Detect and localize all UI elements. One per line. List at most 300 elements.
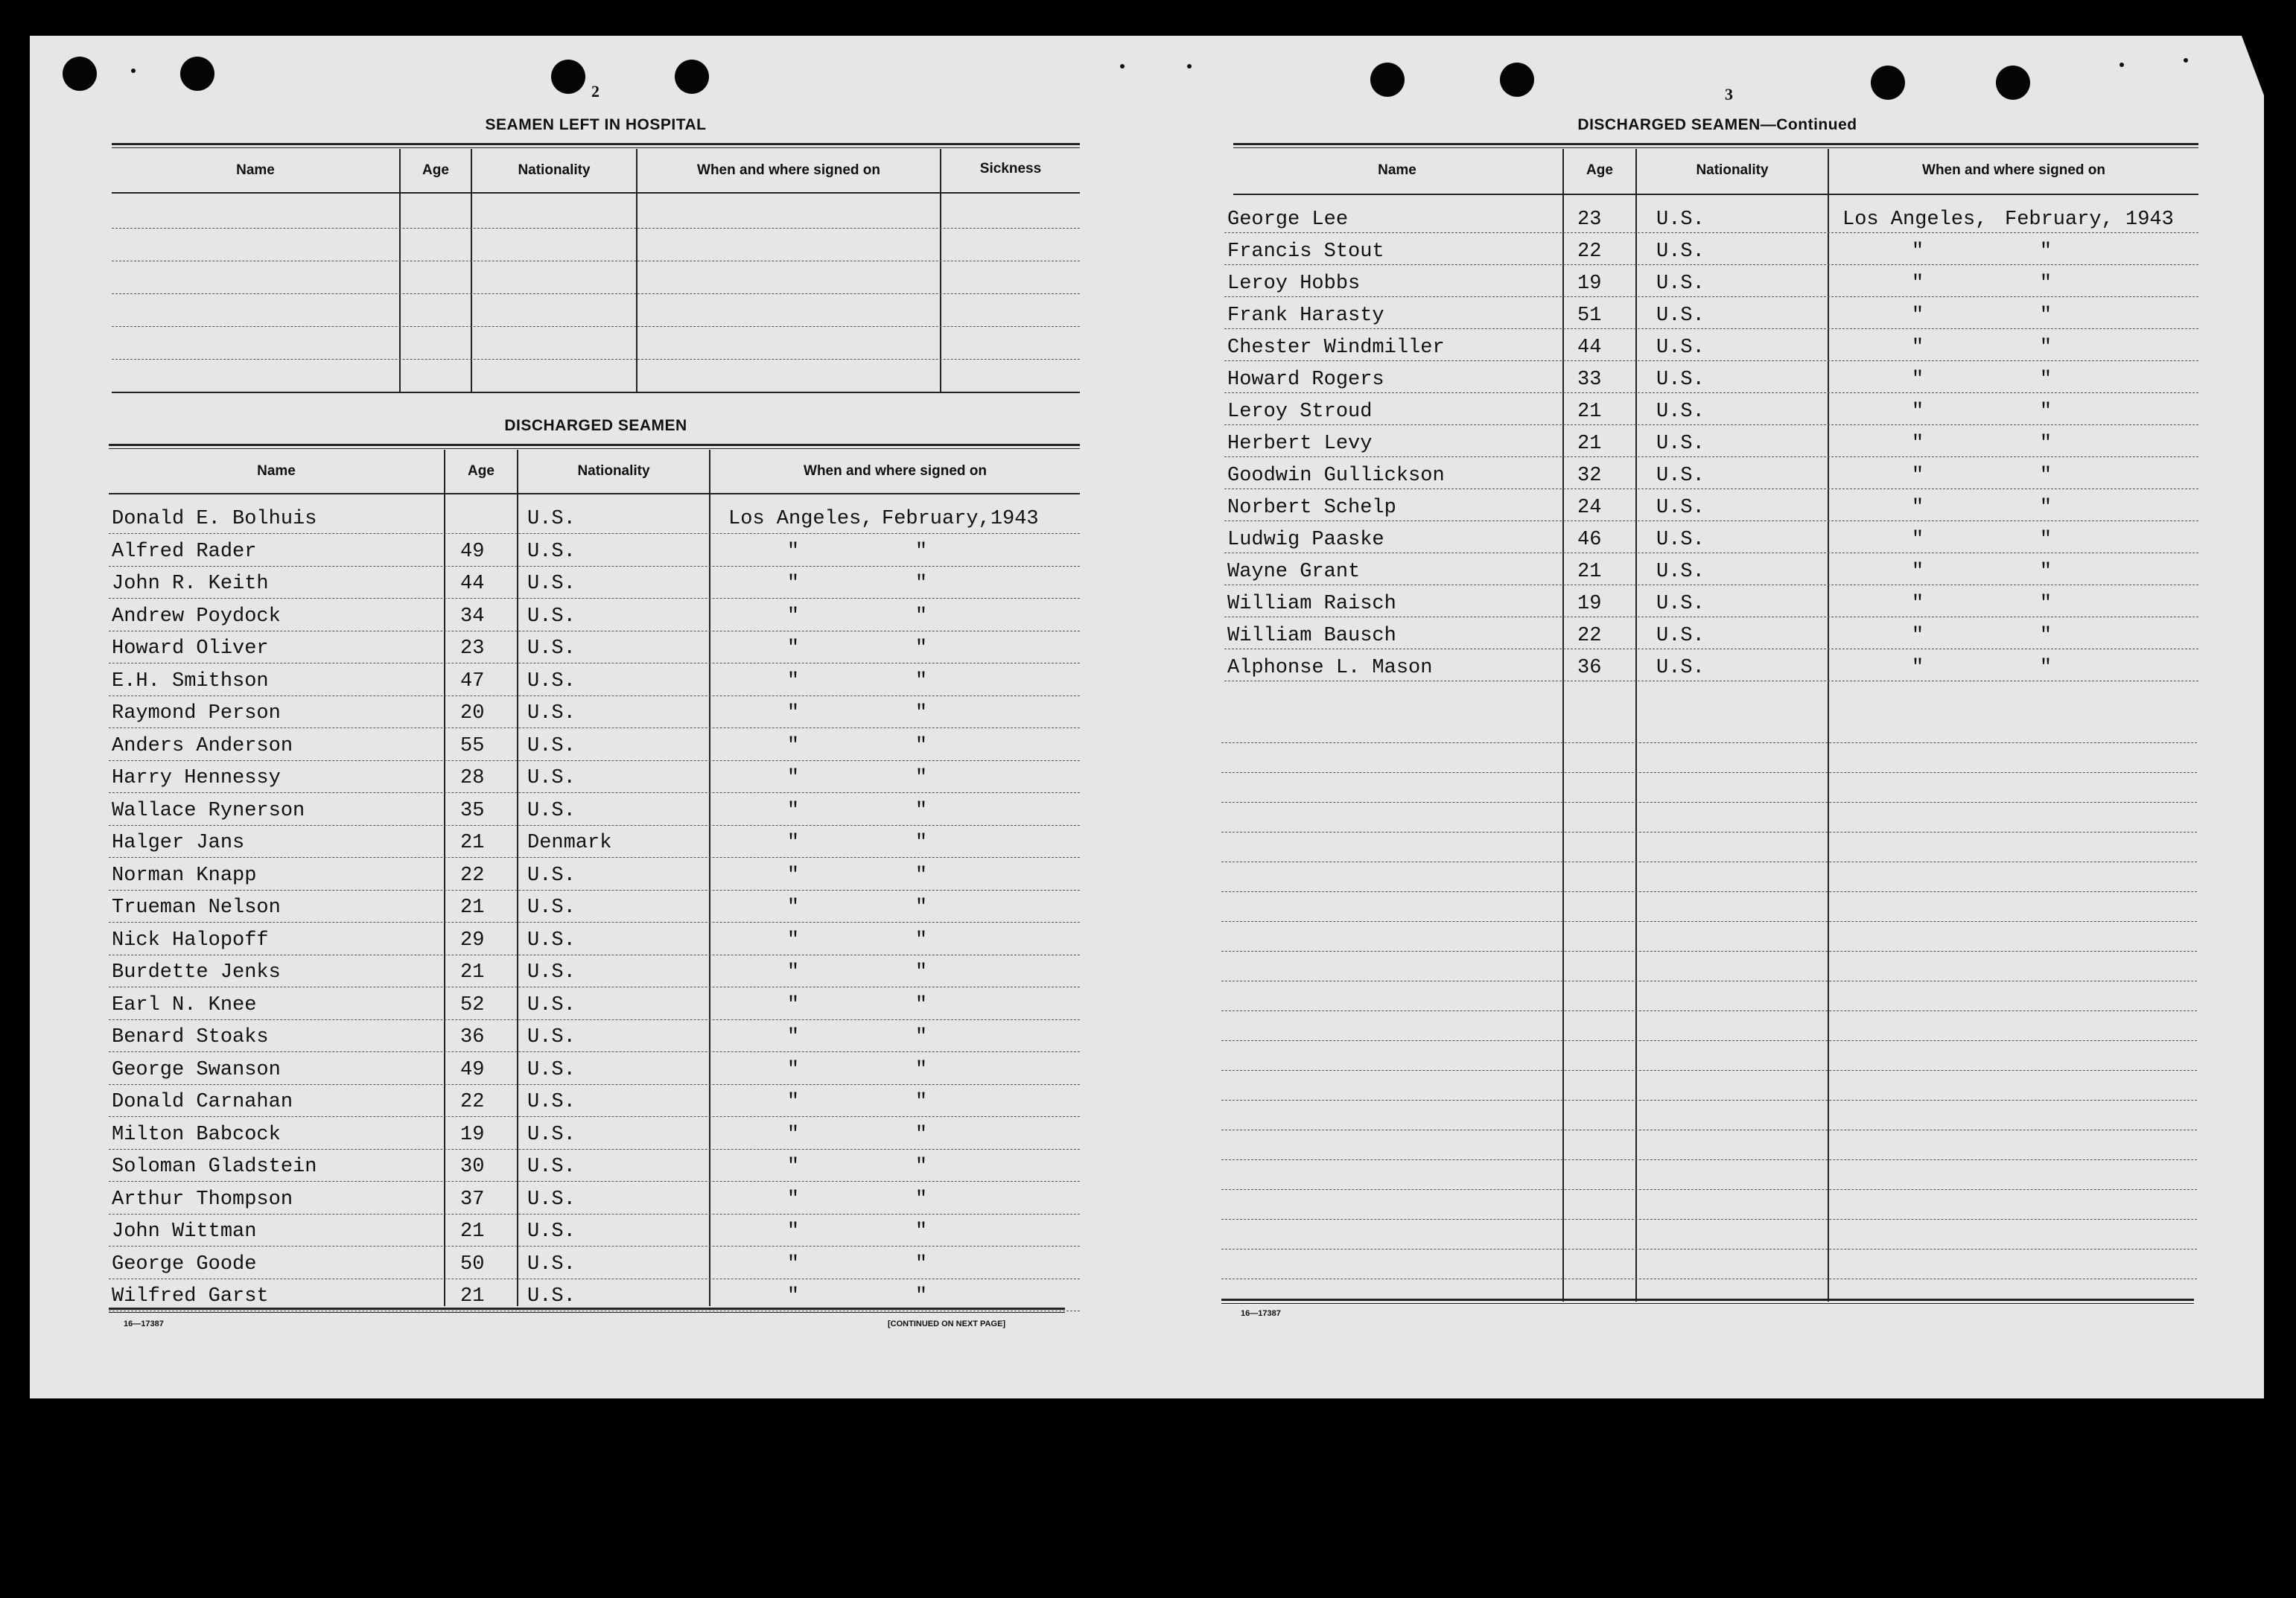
seaman-nationality: U.S. [527, 929, 576, 952]
ditto-mark: " [786, 1188, 800, 1211]
ditto-mark: " [1911, 241, 1924, 263]
table-row-line [109, 566, 1080, 567]
table-row-line [109, 1084, 1080, 1085]
speck [1120, 64, 1125, 69]
seaman-name: Earl N. Knee [112, 994, 257, 1016]
seaman-name: Howard Oliver [112, 637, 269, 660]
seaman-nationality: U.S. [527, 735, 576, 757]
discharged-section-title: DISCHARGED SEAMEN [504, 417, 687, 434]
ditto-mark: " [2039, 561, 2052, 583]
ditto-mark: " [2039, 241, 2052, 263]
table-row-line [1224, 264, 2198, 265]
seaman-age: 21 [460, 1285, 485, 1308]
seaman-nationality: U.S. [527, 573, 576, 595]
ditto-mark: " [2039, 497, 2052, 519]
seaman-name: Milton Babcock [112, 1124, 281, 1146]
punch-hole [675, 60, 709, 94]
seaman-nationality: U.S. [527, 605, 576, 628]
table-row-line [109, 1051, 1080, 1052]
blank-row-line [1221, 1040, 2197, 1041]
table-row-line [109, 857, 1080, 858]
seaman-age: 21 [1577, 433, 1602, 455]
seaman-nationality: U.S. [527, 541, 576, 563]
discharged-divider [444, 450, 445, 1306]
ditto-mark: " [915, 637, 928, 660]
blank-row-line [1221, 921, 2197, 922]
ditto-mark: " [786, 994, 800, 1016]
signed-on-date: February, 1943 [2005, 208, 2174, 231]
seaman-nationality: U.S. [1656, 465, 1705, 487]
ditto-mark: " [786, 637, 800, 660]
seaman-name: Wallace Rynerson [112, 800, 305, 822]
signed-on-place: Los Angeles, [728, 508, 874, 530]
seaman-nationality: U.S. [527, 670, 576, 693]
ditto-mark: " [786, 865, 800, 887]
continued-col-signed: When and where signed on [1922, 162, 2105, 178]
ditto-mark: " [786, 670, 800, 693]
page-number-left: 2 [591, 82, 600, 101]
seaman-nationality: U.S. [1656, 241, 1705, 263]
discharged-header-rule [109, 444, 1080, 449]
hospital-col-name: Name [236, 162, 275, 178]
ditto-mark: " [786, 767, 800, 789]
seaman-name: Alphonse L. Mason [1227, 657, 1433, 679]
continued-col-nationality: Nationality [1696, 162, 1769, 178]
blank-row-line [1221, 1189, 2197, 1190]
seaman-nationality: U.S. [1656, 529, 1705, 551]
seaman-age: 21 [1577, 401, 1602, 423]
seaman-name: Donald E. Bolhuis [112, 508, 317, 530]
blank-row-line [1221, 951, 2197, 952]
seaman-age: 47 [460, 670, 485, 693]
ditto-mark: " [1911, 433, 1924, 455]
ditto-mark: " [786, 735, 800, 757]
ditto-mark: " [915, 929, 928, 952]
ditto-mark: " [1911, 529, 1924, 551]
seaman-name: Herbert Levy [1227, 433, 1373, 455]
ditto-mark: " [915, 605, 928, 628]
seaman-nationality: U.S. [527, 897, 576, 919]
table-row-line [109, 1181, 1080, 1182]
seaman-age: 22 [460, 865, 485, 887]
hospital-bottom-rule [112, 392, 1080, 393]
seaman-age: 19 [1577, 273, 1602, 295]
table-row-line [109, 825, 1080, 826]
table-row-line [109, 1149, 1080, 1150]
ditto-mark: " [915, 1188, 928, 1211]
ditto-mark: " [786, 1124, 800, 1146]
ditto-mark: " [1911, 337, 1924, 359]
blank-row-line [1221, 1100, 2197, 1101]
seaman-age: 49 [460, 1059, 485, 1081]
seaman-name: Wilfred Garst [112, 1285, 269, 1308]
seaman-nationality: U.S. [527, 702, 576, 725]
ditto-mark: " [1911, 273, 1924, 295]
signed-on-place: Los Angeles, [1842, 208, 1988, 231]
ditto-mark: " [915, 800, 928, 822]
ditto-mark: " [1911, 593, 1924, 615]
page-number-right: 3 [1725, 85, 1733, 104]
hospital-divider [940, 149, 941, 392]
ditto-mark: " [2039, 465, 2052, 487]
blank-row-line [1221, 1219, 2197, 1220]
seaman-nationality: U.S. [527, 1059, 576, 1081]
table-row-line [1224, 328, 2198, 329]
seaman-nationality: U.S. [527, 1026, 576, 1048]
hospital-row-line [112, 359, 1080, 360]
ditto-mark: " [2039, 529, 2052, 551]
seaman-age: 50 [460, 1253, 485, 1276]
table-row-line [109, 695, 1080, 696]
ditto-mark: " [2039, 657, 2052, 679]
ditto-mark: " [915, 1253, 928, 1276]
ditto-mark: " [1911, 369, 1924, 391]
seaman-age: 36 [1577, 657, 1602, 679]
seaman-age: 52 [460, 994, 485, 1016]
blank-row-line [1221, 1249, 2197, 1250]
ditto-mark: " [2039, 401, 2052, 423]
seaman-nationality: U.S. [1656, 657, 1705, 679]
seaman-name: Alfred Rader [112, 541, 257, 563]
seaman-name: Burdette Jenks [112, 961, 281, 984]
table-row-line [1224, 488, 2198, 489]
ditto-mark: " [915, 735, 928, 757]
table-row-line [1224, 360, 2198, 361]
seaman-age: 44 [1577, 337, 1602, 359]
ditto-mark: " [915, 1220, 928, 1243]
blank-row-line [1221, 802, 2197, 803]
seaman-nationality: U.S. [1656, 401, 1705, 423]
hospital-subheader-rule [112, 192, 1080, 194]
blank-row-line [1221, 832, 2197, 833]
seaman-nationality: U.S. [527, 767, 576, 789]
seaman-age: 36 [460, 1026, 485, 1048]
seaman-age: 51 [1577, 305, 1602, 327]
form-number-left: 16—17387 [124, 1320, 164, 1328]
discharged-subheader-rule [109, 493, 1080, 494]
seaman-nationality: U.S. [527, 637, 576, 660]
punch-hole [1996, 66, 2030, 100]
seaman-name: Goodwin Gullickson [1227, 465, 1445, 487]
table-row-line [109, 760, 1080, 761]
seaman-name: Halger Jans [112, 832, 245, 854]
seaman-name: Norman Knapp [112, 865, 257, 887]
ditto-mark: " [915, 1124, 928, 1146]
table-row-line [109, 1116, 1080, 1117]
ditto-mark: " [786, 1091, 800, 1113]
seaman-name: Leroy Hobbs [1227, 273, 1361, 295]
seaman-name: John R. Keith [112, 573, 269, 595]
table-row-line [109, 598, 1080, 599]
ditto-mark: " [786, 832, 800, 854]
seaman-age: 46 [1577, 529, 1602, 551]
form-number-right: 16—17387 [1241, 1309, 1281, 1318]
document-sheet [30, 36, 2264, 1398]
seaman-name: Leroy Stroud [1227, 401, 1373, 423]
ditto-mark: " [915, 865, 928, 887]
continued-divider [1562, 149, 1564, 1302]
seaman-name: Trueman Nelson [112, 897, 281, 919]
seaman-name: Andrew Poydock [112, 605, 281, 628]
seaman-nationality: U.S. [527, 1091, 576, 1113]
ditto-mark: " [915, 1059, 928, 1081]
seaman-name: Nick Halopoff [112, 929, 269, 952]
ditto-mark: " [915, 1285, 928, 1308]
seaman-nationality: U.S. [527, 1124, 576, 1146]
ditto-mark: " [1911, 465, 1924, 487]
continued-divider [1635, 149, 1637, 1302]
ditto-mark: " [786, 897, 800, 919]
seaman-name: Benard Stoaks [112, 1026, 269, 1048]
continued-section-title: DISCHARGED SEAMEN—Continued [1577, 116, 1857, 133]
continued-header-rule [1233, 143, 2198, 148]
hospital-col-age: Age [422, 162, 449, 178]
seaman-name: E.H. Smithson [112, 670, 269, 693]
seaman-age: 19 [1577, 593, 1602, 615]
seaman-nationality: U.S. [527, 1253, 576, 1276]
seaman-age: 21 [460, 832, 485, 854]
seaman-nationality: U.S. [1656, 369, 1705, 391]
seaman-age: 19 [460, 1124, 485, 1146]
continued-col-name: Name [1378, 162, 1416, 178]
ditto-mark: " [786, 800, 800, 822]
punch-hole [551, 60, 585, 94]
table-row-line [1224, 456, 2198, 457]
punch-hole [180, 57, 214, 91]
hospital-divider [399, 149, 401, 392]
continued-bottom-rule [1221, 1299, 2194, 1304]
ditto-mark: " [1911, 401, 1924, 423]
seaman-age: 55 [460, 735, 485, 757]
hospital-row-line [112, 228, 1080, 229]
hospital-row-line [112, 293, 1080, 294]
seaman-name: Anders Anderson [112, 735, 293, 757]
seaman-name: Howard Rogers [1227, 369, 1384, 391]
ditto-mark: " [915, 961, 928, 984]
seaman-nationality: U.S. [527, 1220, 576, 1243]
punch-hole [1500, 63, 1534, 97]
continued-note: [CONTINUED ON NEXT PAGE] [888, 1320, 1006, 1328]
sheet-corner-cut [2242, 36, 2264, 95]
blank-row-line [1221, 1159, 2197, 1160]
seaman-age: 24 [1577, 497, 1602, 519]
seaman-name: Wayne Grant [1227, 561, 1361, 583]
ditto-mark: " [915, 573, 928, 595]
ditto-mark: " [786, 605, 800, 628]
seaman-age: 23 [460, 637, 485, 660]
seaman-age: 21 [460, 1220, 485, 1243]
ditto-mark: " [915, 767, 928, 789]
seaman-nationality: U.S. [1656, 433, 1705, 455]
seaman-name: George Lee [1227, 208, 1349, 231]
discharged-col-signed: When and where signed on [804, 463, 987, 479]
ditto-mark: " [786, 573, 800, 595]
blank-row-line [1221, 1070, 2197, 1071]
seaman-nationality: U.S. [527, 800, 576, 822]
seaman-name: Ludwig Paaske [1227, 529, 1384, 551]
hospital-col-nationality: Nationality [518, 162, 591, 178]
discharged-divider [709, 450, 710, 1306]
seaman-nationality: U.S. [1656, 337, 1705, 359]
punch-hole [1370, 63, 1405, 97]
discharged-col-nationality: Nationality [577, 463, 650, 479]
ditto-mark: " [915, 1156, 928, 1178]
seaman-age: 33 [1577, 369, 1602, 391]
seaman-name: Chester Windmiller [1227, 337, 1445, 359]
table-row-line [1224, 392, 2198, 393]
continued-col-age: Age [1586, 162, 1613, 178]
hospital-divider [636, 149, 637, 392]
hospital-section-title: SEAMEN LEFT IN HOSPITAL [485, 116, 707, 133]
discharged-col-name: Name [257, 463, 296, 479]
seaman-nationality: U.S. [527, 1188, 576, 1211]
seaman-age: 21 [1577, 561, 1602, 583]
seaman-name: George Goode [112, 1253, 257, 1276]
seaman-age: 21 [460, 897, 485, 919]
speck [131, 69, 136, 73]
seaman-nationality: U.S. [527, 961, 576, 984]
ditto-mark: " [786, 1220, 800, 1243]
hospital-row-line [112, 326, 1080, 327]
seaman-name: Raymond Person [112, 702, 281, 725]
ditto-mark: " [1911, 497, 1924, 519]
ditto-mark: " [915, 670, 928, 693]
seaman-nationality: U.S. [1656, 497, 1705, 519]
seaman-name: Harry Hennessy [112, 767, 281, 789]
seaman-nationality: U.S. [1656, 208, 1705, 231]
seaman-nationality: U.S. [1656, 625, 1705, 647]
ditto-mark: " [2039, 433, 2052, 455]
ditto-mark: " [786, 1285, 800, 1308]
speck [1187, 64, 1192, 69]
seaman-age: 29 [460, 929, 485, 952]
seaman-name: John Wittman [112, 1220, 257, 1243]
seaman-age: 37 [460, 1188, 485, 1211]
hospital-header-rule [112, 143, 1080, 148]
ditto-mark: " [786, 1026, 800, 1048]
seaman-name: Donald Carnahan [112, 1091, 293, 1113]
seaman-age: 20 [460, 702, 485, 725]
seaman-age: 49 [460, 541, 485, 563]
seaman-nationality: U.S. [527, 1156, 576, 1178]
ditto-mark: " [915, 1026, 928, 1048]
punch-hole [63, 57, 97, 91]
ditto-mark: " [1911, 657, 1924, 679]
ditto-mark: " [915, 1091, 928, 1113]
seaman-nationality: U.S. [527, 865, 576, 887]
table-row-line [1224, 232, 2198, 233]
seaman-age: 30 [460, 1156, 485, 1178]
table-row-line [109, 1214, 1080, 1215]
ditto-mark: " [1911, 625, 1924, 647]
seaman-name: William Raisch [1227, 593, 1396, 615]
seaman-age: 32 [1577, 465, 1602, 487]
table-row-line [109, 890, 1080, 891]
seaman-nationality: U.S. [1656, 273, 1705, 295]
seaman-age: 35 [460, 800, 485, 822]
signed-on-date: February,1943 [882, 508, 1039, 530]
continued-divider [1828, 149, 1829, 1302]
ditto-mark: " [915, 832, 928, 854]
ditto-mark: " [2039, 305, 2052, 327]
ditto-mark: " [1911, 305, 1924, 327]
ditto-mark: " [2039, 369, 2052, 391]
ditto-mark: " [2039, 337, 2052, 359]
seaman-name: Norbert Schelp [1227, 497, 1396, 519]
ditto-mark: " [915, 702, 928, 725]
discharged-divider [517, 450, 518, 1306]
table-row-line [1224, 424, 2198, 425]
seaman-age: 22 [1577, 241, 1602, 263]
discharged-bottom-rule [109, 1308, 1065, 1313]
seaman-age: 23 [1577, 208, 1602, 231]
seaman-name: Soloman Gladstein [112, 1156, 317, 1178]
ditto-mark: " [786, 702, 800, 725]
ditto-mark: " [915, 897, 928, 919]
table-row-line [1224, 296, 2198, 297]
seaman-name: Frank Harasty [1227, 305, 1384, 327]
seaman-nationality: U.S. [1656, 561, 1705, 583]
ditto-mark: " [2039, 593, 2052, 615]
table-row-line [109, 533, 1080, 534]
blank-row-line [1221, 891, 2197, 892]
blank-row-line [1221, 742, 2197, 743]
seaman-name: Arthur Thompson [112, 1188, 293, 1211]
ditto-mark: " [1911, 561, 1924, 583]
blank-row-line [1221, 772, 2197, 773]
seaman-nationality: Denmark [527, 832, 612, 854]
ditto-mark: " [786, 961, 800, 984]
ditto-mark: " [2039, 273, 2052, 295]
speck [2184, 58, 2188, 63]
seaman-age: 28 [460, 767, 485, 789]
hospital-col-signed: When and where signed on [697, 162, 880, 178]
seaman-nationality: U.S. [1656, 305, 1705, 327]
ditto-mark: " [2039, 625, 2052, 647]
ditto-mark: " [915, 541, 928, 563]
table-row-line [109, 1246, 1080, 1247]
seaman-nationality: U.S. [527, 508, 576, 530]
table-row-line [109, 1019, 1080, 1020]
speck [2119, 63, 2124, 67]
hospital-col-sickness: Sickness [979, 161, 1042, 176]
punch-hole [1871, 66, 1905, 100]
ditto-mark: " [786, 929, 800, 952]
seaman-age: 34 [460, 605, 485, 628]
table-row-line [109, 922, 1080, 923]
seaman-nationality: U.S. [1656, 593, 1705, 615]
hospital-divider [471, 149, 472, 392]
seaman-name: Francis Stout [1227, 241, 1384, 263]
seaman-age: 44 [460, 573, 485, 595]
ditto-mark: " [786, 541, 800, 563]
continued-subheader-rule [1233, 194, 2198, 195]
discharged-col-age: Age [468, 463, 495, 479]
seaman-age: 22 [460, 1091, 485, 1113]
seaman-nationality: U.S. [527, 994, 576, 1016]
blank-row-line [1221, 1010, 2197, 1011]
seaman-name: George Swanson [112, 1059, 281, 1081]
ditto-mark: " [786, 1059, 800, 1081]
table-row-line [109, 792, 1080, 793]
seaman-nationality: U.S. [527, 1285, 576, 1308]
ditto-mark: " [786, 1253, 800, 1276]
seaman-age: 22 [1577, 625, 1602, 647]
ditto-mark: " [786, 1156, 800, 1178]
ditto-mark: " [915, 994, 928, 1016]
seaman-name: William Bausch [1227, 625, 1396, 647]
seaman-age: 21 [460, 961, 485, 984]
